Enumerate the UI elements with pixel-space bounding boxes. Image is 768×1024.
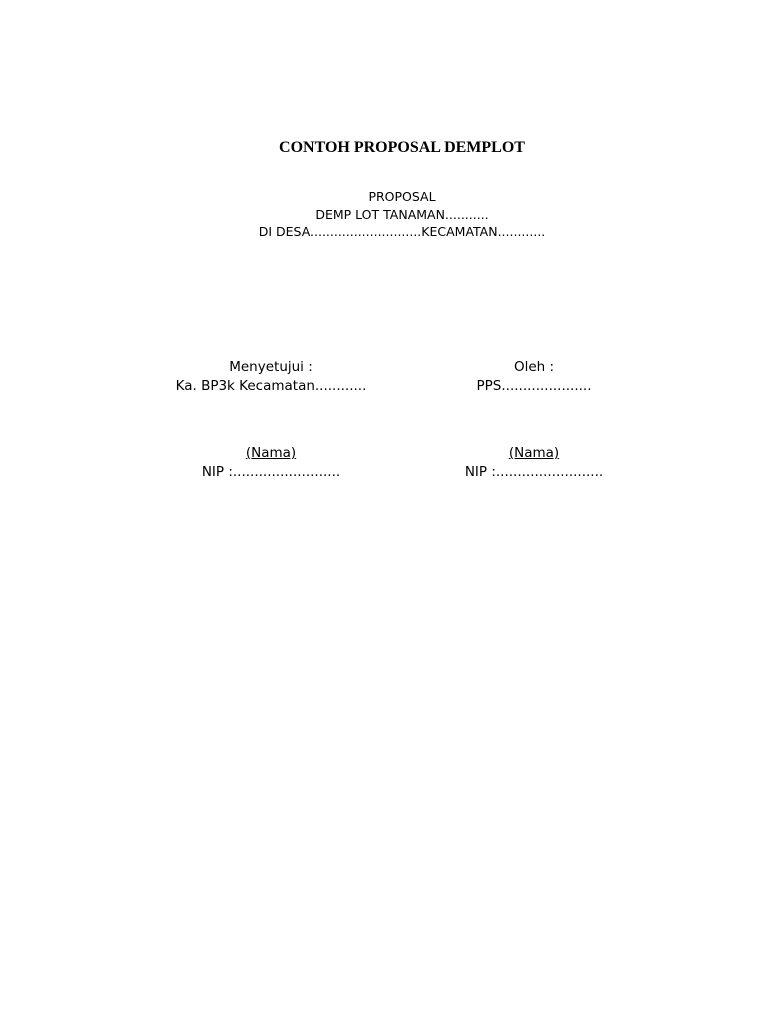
author-signature-space [414, 396, 654, 444]
cover-line-desa-kecamatan: DI DESA............................KECAMATAN............ [258, 224, 546, 239]
proposal-cover-block [0, 188, 768, 241]
document-title: CONTOH PROPOSAL DEMPLOT [279, 139, 525, 156]
signature-block-approver [140, 358, 402, 482]
author-name: (Nama) [508, 445, 560, 461]
cover-line-demplot-tanaman: DEMP LOT TANAMAN........... [315, 206, 489, 222]
approver-nip: NIP :......................... [201, 464, 341, 480]
approver-role: Ka. BP3k Kecamatan............ [175, 378, 367, 394]
cover-line-proposal: PROPOSAL [368, 189, 436, 204]
approver-signature-space [140, 396, 402, 444]
signature-block-author [414, 358, 654, 482]
author-nip: NIP :......................... [464, 464, 604, 480]
author-role: PPS..................... [476, 378, 592, 394]
approver-heading: Menyetujui : [229, 359, 313, 375]
approver-name: (Nama) [245, 445, 297, 461]
author-heading: Oleh : [513, 359, 555, 375]
